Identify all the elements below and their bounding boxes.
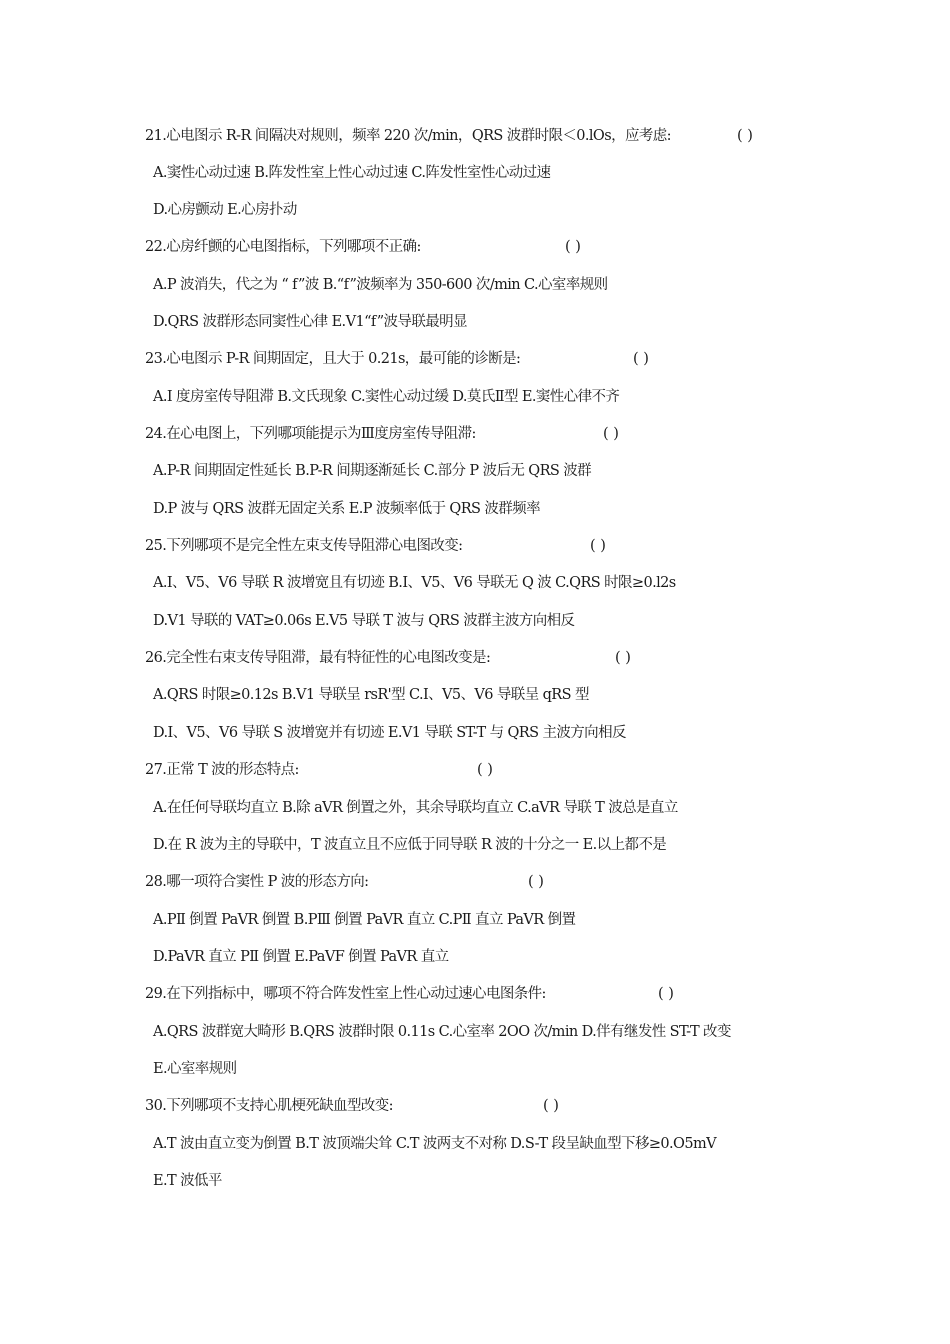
question-27-options-line-2: D.在 R 波为主的导联中，T 波直立且不应低于同导联 R 波的十分之一 E.以上都不是 xyxy=(153,837,667,853)
question-28-options-line-1: A.PⅡ 倒置 PaVR 倒置 B.PⅢ 倒置 PaVR 直立 C.PⅡ 直立 PaVR 倒置 xyxy=(153,912,576,928)
question-22-options-line-1: A.P 波消失，代之为 “ f”波 B.“f”波频率为 350-600 次/min C.心室率规则 xyxy=(153,277,608,293)
question-26-options-line-2: D.I、V5、V6 导联 S 波增宽并有切迹 E.V1 导联 ST-T 与 QRS 主波方向相反 xyxy=(153,725,626,741)
question-24-stem: 24.在心电图上，下列哪项能提示为Ⅲ度房室传导阻滞: xyxy=(145,426,476,442)
question-21-options-line-1: A.窦性心动过速 B.阵发性室上性心动过速 C.阵发性室性心动过速 xyxy=(153,165,551,181)
question-21-stem: 21.心电图示 R-R 间隔决对规则，频率 220 次/min，QRS 波群时限＜0.lOs，应考虑: xyxy=(145,128,671,144)
question-29-options-line-1: A.QRS 波群宽大畸形 B.QRS 波群时限 0.11s C.心室率 2OO 次/min D.伴有继发性 ST-T 改变 xyxy=(153,1024,731,1040)
question-25-answer-blank: ( ) xyxy=(590,538,606,554)
question-24-options-line-2: D.P 波与 QRS 波群无固定关系 E.P 波频率低于 QRS 波群频率 xyxy=(153,501,540,517)
question-27-options-line-1: A.在任何导联均直立 B.除 aVR 倒置之外，其余导联均直立 C.aVR 导联 T 波总是直立 xyxy=(153,800,678,816)
question-24-options-line-1: A.P-R 间期固定性延长 B.P-R 间期逐渐延长 C.部分 P 波后无 QRS 波群 xyxy=(153,463,592,479)
question-22-options-line-2: D.QRS 波群形态同窦性心律 E.V1“f”波导联最明显 xyxy=(153,314,467,330)
question-22-stem: 22.心房纤颤的心电图指标，下列哪项不正确: xyxy=(145,239,421,255)
question-22-answer-blank: ( ) xyxy=(565,239,581,255)
question-29-options-line-2: E.心室率规则 xyxy=(153,1061,237,1077)
question-23-answer-blank: ( ) xyxy=(633,351,649,367)
question-26-answer-blank: ( ) xyxy=(615,650,631,666)
question-24-answer-blank: ( ) xyxy=(603,426,619,442)
question-23-options-line-1: A.I 度房室传导阻滞 B.文氏现象 C.窦性心动过缓 D.莫氏Ⅱ型 E.窦性心律不齐 xyxy=(153,389,620,405)
question-29-answer-blank: ( ) xyxy=(658,986,674,1002)
question-26-stem: 26.完全性右束支传导阻滞，最有特征性的心电图改变是: xyxy=(145,650,491,666)
question-27-stem: 27.正常 T 波的形态特点: xyxy=(145,762,299,778)
question-25-options-line-1: A.Ⅰ、V5、V6 导联 R 波增宽且有切迹 B.Ⅰ、V5、V6 导联无 Q 波 C.QRS 时限≥0.l2s xyxy=(153,575,676,591)
question-29-stem: 29.在下列指标中，哪项不符合阵发性室上性心动过速心电图条件: xyxy=(145,986,546,1002)
question-27-answer-blank: ( ) xyxy=(477,762,493,778)
question-30-options-line-1: A.T 波由直立变为倒置 B.T 波顶端尖耸 C.T 波两支不对称 D.S-T 段呈缺血型下移≥0.O5mV xyxy=(153,1136,716,1152)
question-25-options-line-2: D.V1 导联的 VAT≥0.06s E.V5 导联 T 波与 QRS 波群主波方向相反 xyxy=(153,613,575,629)
question-30-stem: 30.下列哪项不支持心肌梗死缺血型改变: xyxy=(145,1098,393,1114)
question-30-answer-blank: ( ) xyxy=(543,1098,559,1114)
question-26-options-line-1: A.QRS 时限≥0.12s B.V1 导联呈 rsR'型 C.I、V5、V6 导联呈 qRS 型 xyxy=(153,687,589,703)
question-28-stem: 28.哪一项符合窦性 P 波的形态方向: xyxy=(145,874,369,890)
question-28-options-line-2: D.PaVR 直立 PⅡ 倒置 E.PaVF 倒置 PaVR 直立 xyxy=(153,949,449,965)
question-21-answer-blank: ( ) xyxy=(737,128,753,144)
question-30-options-line-2: E.T 波低平 xyxy=(153,1173,222,1189)
question-28-answer-blank: ( ) xyxy=(528,874,544,890)
question-25-stem: 25.下列哪项不是完全性左束支传导阻滞心电图改变: xyxy=(145,538,463,554)
question-21-options-line-2: D.心房颤动 E.心房扑动 xyxy=(153,202,297,218)
question-23-stem: 23.心电图示 P-R 间期固定，且大于 0.21s，最可能的诊断是: xyxy=(145,351,521,367)
